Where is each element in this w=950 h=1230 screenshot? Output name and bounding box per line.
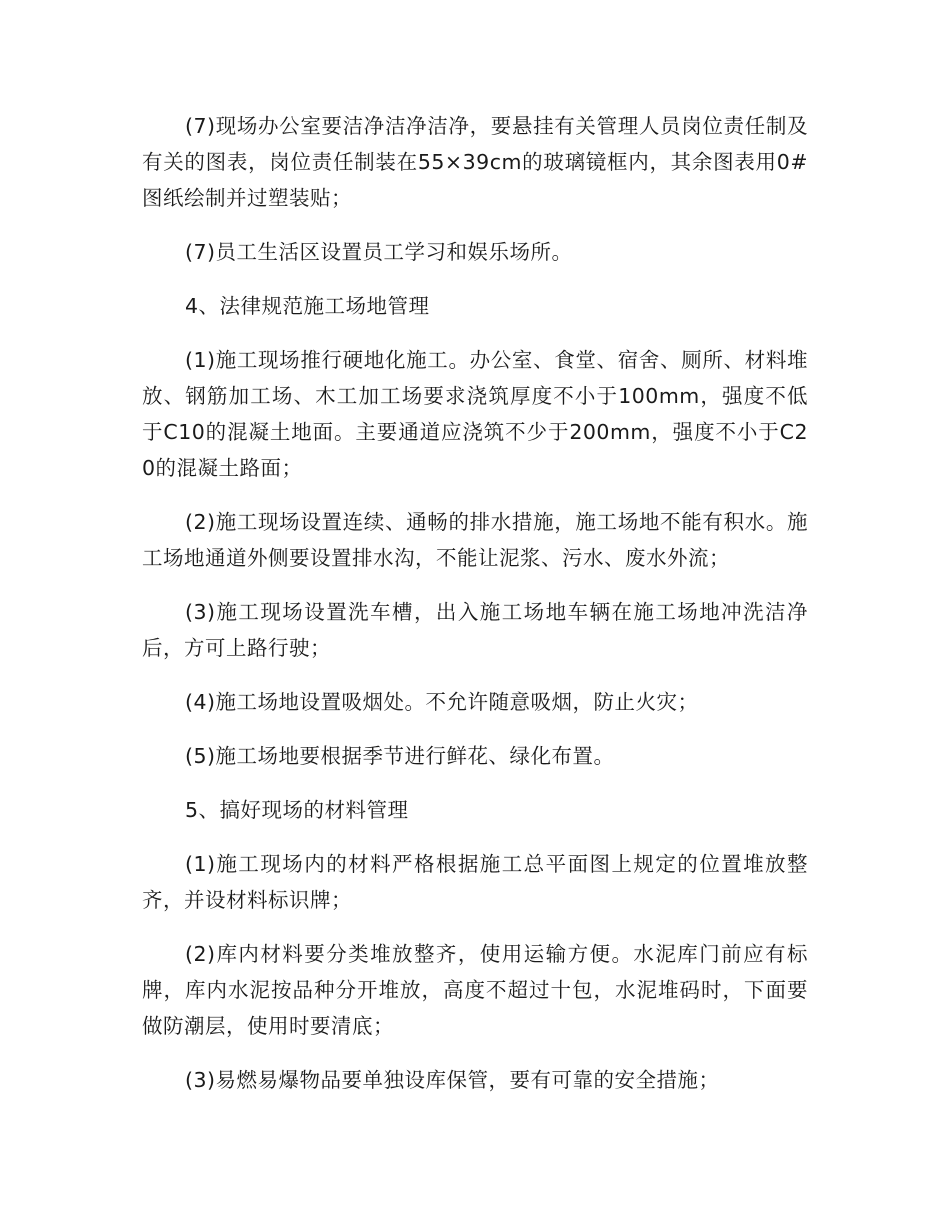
paragraph-greening: (5)施工场地要根据季节进行鲜花、绿化布置。 — [185, 744, 615, 768]
paragraph-flammables: (3)易燃易爆物品要单独设库保管，要有可靠的安全措施； — [185, 1068, 720, 1092]
paragraph-office-tidiness: (7)现场办公室要洁净洁净洁净，要悬挂有关管理人员岗位责任制及有关的图表，岗位责任制装在55×39cm的玻璃镜框内，其余图表用0#图纸绘制并过塑装贴； — [142, 114, 808, 210]
paragraph-drainage: (2)施工现场设置连续、通畅的排水措施，施工场地不能有积水。施工场地通道外侧要设置排水沟，不能让泥浆、污水、废水外流； — [142, 510, 808, 570]
section-heading-material-management: 5、搞好现场的材料管理 — [185, 798, 409, 822]
document-body — [142, 108, 808, 1116]
paragraph-warehouse: (2)库内材料要分类堆放整齐，使用运输方便。水泥库门前应有标牌，库内水泥按品种分开堆放，高度不超过十包，水泥堆码时，下面要做防潮层，使用时要清底； — [142, 942, 808, 1038]
paragraph-smoking-area: (4)施工场地设置吸烟处。不允许随意吸烟，防止火灾； — [185, 690, 699, 714]
section-heading-site-management: 4、法律规范施工场地管理 — [185, 294, 430, 318]
paragraph-car-wash: (3)施工现场设置洗车槽，出入施工场地车辆在施工场地冲洗洁净后，方可上路行驶； — [142, 600, 808, 660]
paragraph-staff-recreation: (7)员工生活区设置员工学习和娱乐场所。 — [185, 240, 573, 264]
paragraph-material-stacking: (1)施工现场内的材料严格根据施工总平面图上规定的位置堆放整齐，并设材料标识牌； — [142, 852, 808, 912]
paragraph-hardened-ground: (1)施工现场推行硬地化施工。办公室、食堂、宿舍、厕所、材料堆放、钢筋加工场、木工加工场要求浇筑厚度不小于100mm，强度不低于C10的混凝土地面。主要通道应浇筑不少于200mm，强度不小于C20的混凝土路面； — [142, 348, 808, 480]
